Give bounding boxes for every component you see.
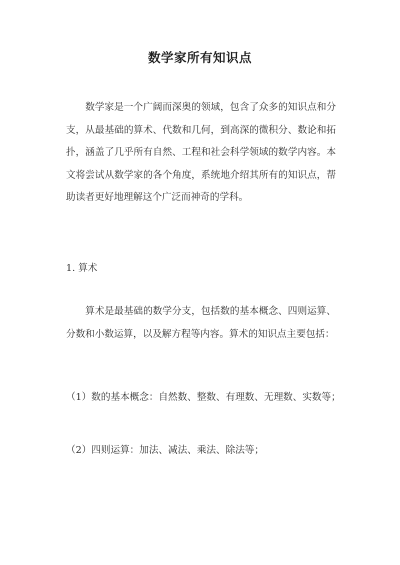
list-item: （1）数的基本概念：自然数、整数、有理数、无理数、实数等； xyxy=(66,392,341,403)
list-item: （2）四则运算：加法、减法、乘法、除法等； xyxy=(66,445,264,456)
intro-paragraph: 数学家是一个广阔而深奥的领域，包含了众多的知识点和分支，从最基础的算术、代数和几何，到高深的微积分、数论和拓扑，涵盖了几乎所有自然、工程和社会科学领域的数学内容。本文将尝试从数学家的各个角度，系统地介绍其所有的知识点，帮助读者更好地理解这个广泛而神奇的学科。 xyxy=(66,102,336,203)
document-title: 数学家所有知识点 xyxy=(147,50,252,65)
section-heading-arithmetic: 1. 算术 xyxy=(66,263,98,274)
section-paragraph-arithmetic: 算术是最基础的数学分支，包括数的基本概念、四则运算、分数和小数运算，以及解方程等内容。算术的知识点主要包括： xyxy=(66,306,336,340)
